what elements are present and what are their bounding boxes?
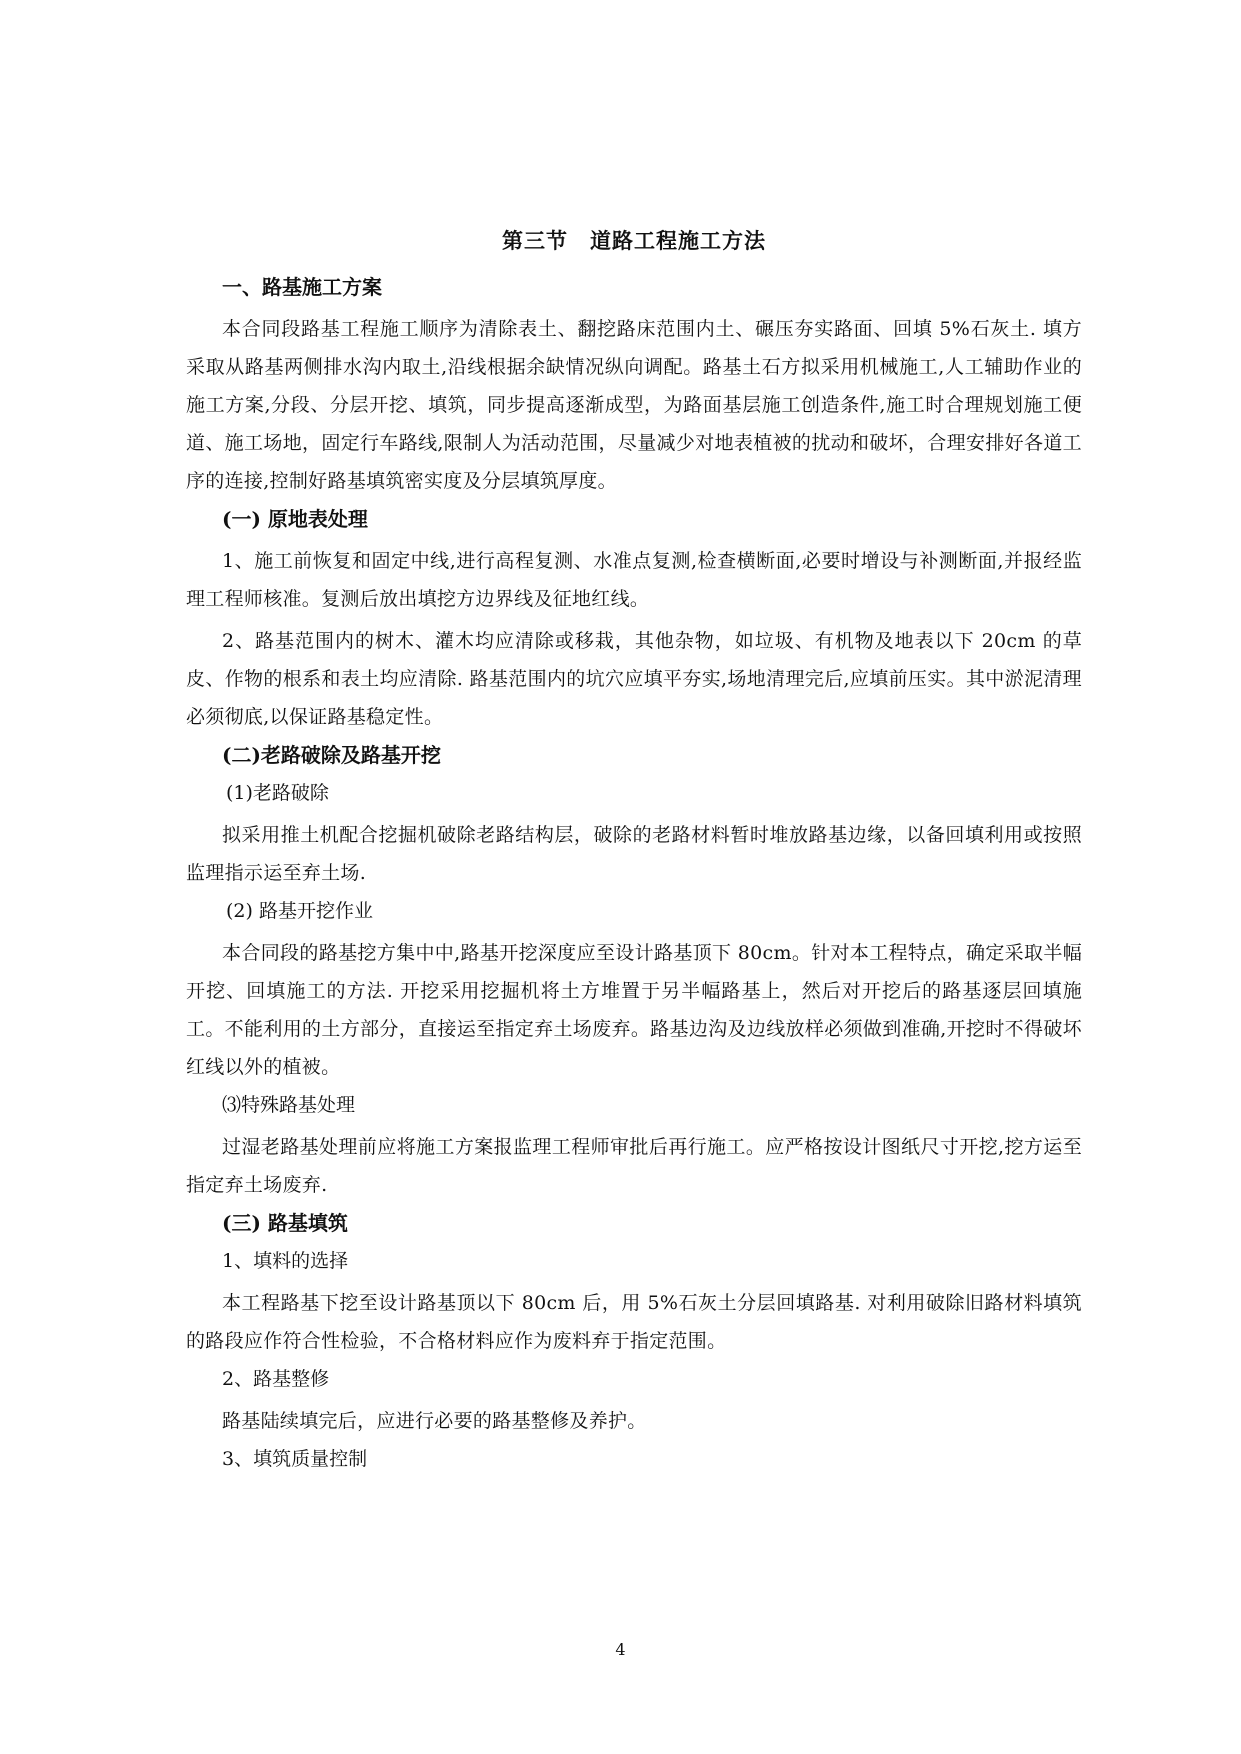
paragraph-surface-treatment-2: 2、路基范围内的树木、灌木均应清除或移栽，其他杂物，如垃圾、有机物及地表以下 20cm 的草皮、作物的根系和表土均应清除. 路基范围内的坑穴应填平夯实,场地清理完后,应填前压实。其中淤泥清理必须彻底,以保证路基稳定性。 <box>186 630 1082 728</box>
subheading-quality-control: 3、填筑质量控制 <box>222 1448 368 1470</box>
subheading-old-road-removal: (1)老路破除 <box>226 782 329 804</box>
paragraph-excavation: 本合同段的路基挖方集中中,路基开挖深度应至设计路基顶下 80cm。针对本工程特点，确定采取半幅开挖、回填施工的方法. 开挖采用挖掘机将土方堆置于另半幅路基上，然后对开挖后的路基逐层回填施工。不能利用的土方部分，直接运至指定弃土场废弃。路基边沟及边线放样必须做到准确,开挖时不得破坏红线以外的植被。 <box>186 942 1082 1078</box>
document-body <box>186 226 1082 1482</box>
paragraph-subgrade-plan: 本合同段路基工程施工顺序为清除表土、翻挖路床范围内土、碾压夯实路面、回填 5%石灰土. 填方采取从路基两侧排水沟内取土,沿线根据余缺情况纵向调配。路基土石方拟采用机械施工,人工辅助作业的施工方案,分段、分层开挖、填筑，同步提高逐渐成型，为路面基层施工创造条件,施工时合理规划施工便道、施工场地，固定行车路线,限制人为活动范围，尽量减少对地表植被的扰动和破坏，合理安排好各道工序的连接,控制好路基填筑密实度及分层填筑厚度。 <box>186 318 1082 492</box>
paragraph-old-road-removal: 拟采用推土机配合挖掘机破除老路结构层，破除的老路材料暂时堆放路基边缘，以备回填利用或按照监理指示运至弃土场. <box>186 824 1082 884</box>
subheading-excavation: (2) 路基开挖作业 <box>226 900 373 922</box>
section-number: 第三节 <box>502 228 568 253</box>
heading-subgrade-filling: (三) 路基填筑 <box>222 1211 348 1235</box>
section-name: 道路工程施工方法 <box>590 228 766 253</box>
subheading-subgrade-trimming: 2、路基整修 <box>222 1368 330 1390</box>
subheading-fill-material: 1、填料的选择 <box>222 1250 349 1272</box>
paragraph-special-subgrade: 过湿老路基处理前应将施工方案报监理工程师审批后再行施工。应严格按设计图纸尺寸开挖,挖方运至指定弃土场废弃. <box>186 1136 1082 1196</box>
heading-subgrade-plan: 一、路基施工方案 <box>222 275 382 299</box>
heading-old-road-demolition: (二)老路破除及路基开挖 <box>222 743 441 767</box>
paragraph-surface-treatment-1: 1、施工前恢复和固定中线,进行高程复测、水准点复测,检查横断面,必要时增设与补测断面,并报经监理工程师核准。复测后放出填挖方边界线及征地红线。 <box>186 550 1082 610</box>
page-number: 4 <box>615 1640 626 1659</box>
subheading-special-subgrade: ⑶特殊路基处理 <box>222 1094 356 1116</box>
heading-surface-treatment: (一) 原地表处理 <box>222 507 368 531</box>
paragraph-fill-material: 本工程路基下挖至设计路基顶以下 80cm 后，用 5%石灰土分层回填路基. 对利用破除旧路材料填筑的路段应作符合性检验，不合格材料应作为废料弃于指定范围。 <box>186 1292 1082 1352</box>
paragraph-subgrade-trimming: 路基陆续填完后，应进行必要的路基整修及养护。 <box>222 1410 647 1432</box>
section-title <box>186 226 1082 256</box>
